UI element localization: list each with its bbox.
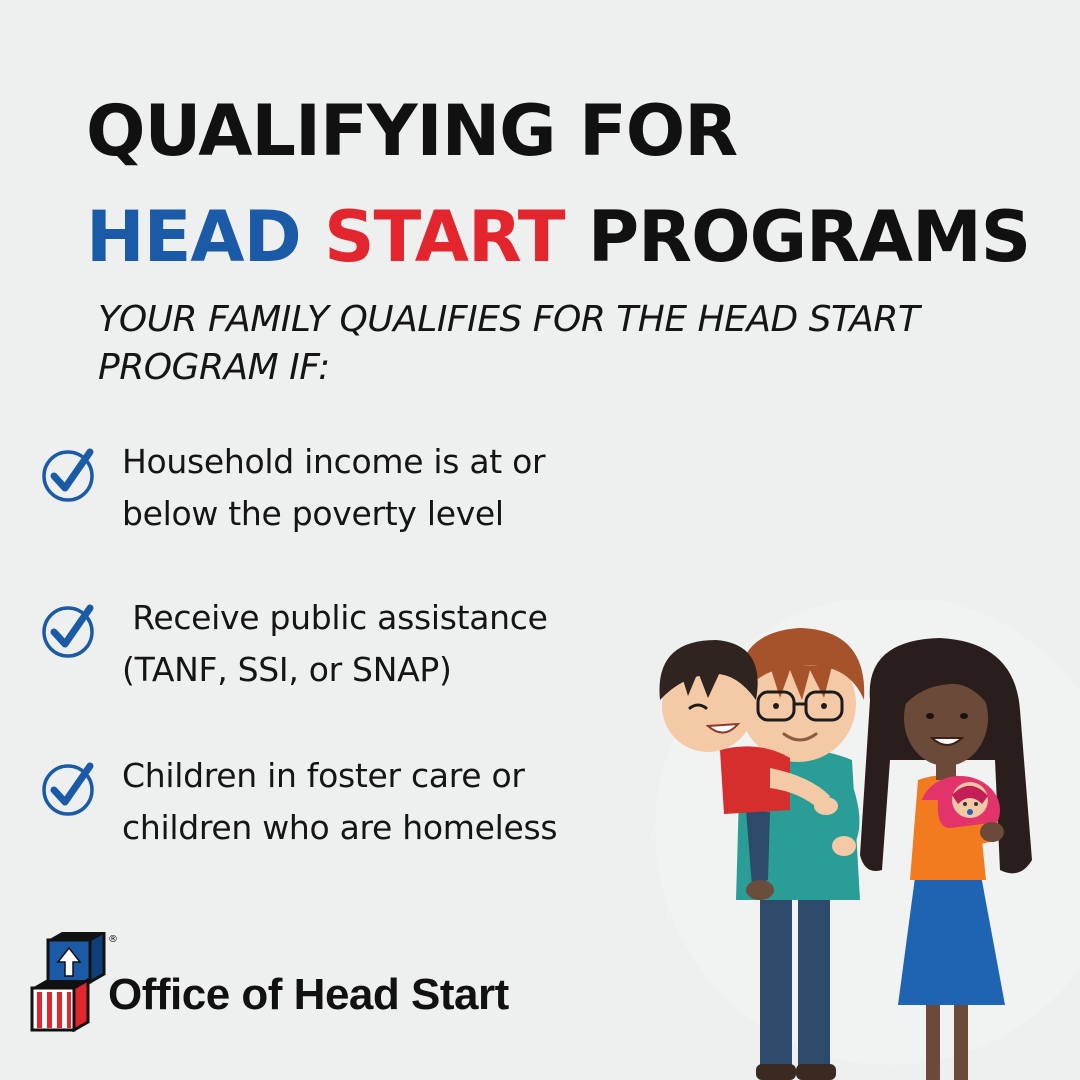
criteria-line-2: below the poverty level — [122, 494, 504, 533]
subtitle: YOUR FAMILY QUALIFIES FOR THE HEAD START PROGRAM IF: — [98, 299, 920, 388]
page-title — [86, 78, 1030, 290]
logo-text: Office of Head Start — [108, 970, 509, 1019]
criteria-line-2: (TANF, SSI, or SNAP) — [122, 650, 452, 689]
title-line-2 — [86, 184, 1030, 290]
criteria-line-2: children who are homeless — [122, 808, 558, 847]
check-circle-icon — [40, 600, 100, 660]
check-circle-icon — [40, 758, 100, 818]
office-of-head-start-logo — [28, 932, 588, 1032]
stacked-blocks-icon — [28, 932, 110, 1032]
title-line-1: QUALIFYING FOR — [86, 90, 738, 172]
criteria-item-public-assistance — [40, 592, 660, 702]
criteria-line-1: Receive public assistance — [122, 598, 548, 637]
title-word-head: HEAD — [86, 196, 301, 278]
title-word-programs: PROGRAMS — [587, 196, 1031, 278]
title-word-start: START — [324, 196, 565, 278]
criteria-text — [122, 750, 662, 854]
criteria-line-1: Children in foster care or — [122, 756, 525, 795]
criteria-text — [122, 592, 662, 696]
criteria-text — [122, 436, 662, 540]
family-illustration — [620, 600, 1080, 1080]
criteria-item-income — [40, 436, 660, 546]
criteria-line-1: Household income is at or — [122, 442, 546, 481]
check-circle-icon — [40, 444, 100, 504]
registered-mark: ® — [108, 934, 118, 945]
criteria-item-foster-care — [40, 750, 660, 860]
